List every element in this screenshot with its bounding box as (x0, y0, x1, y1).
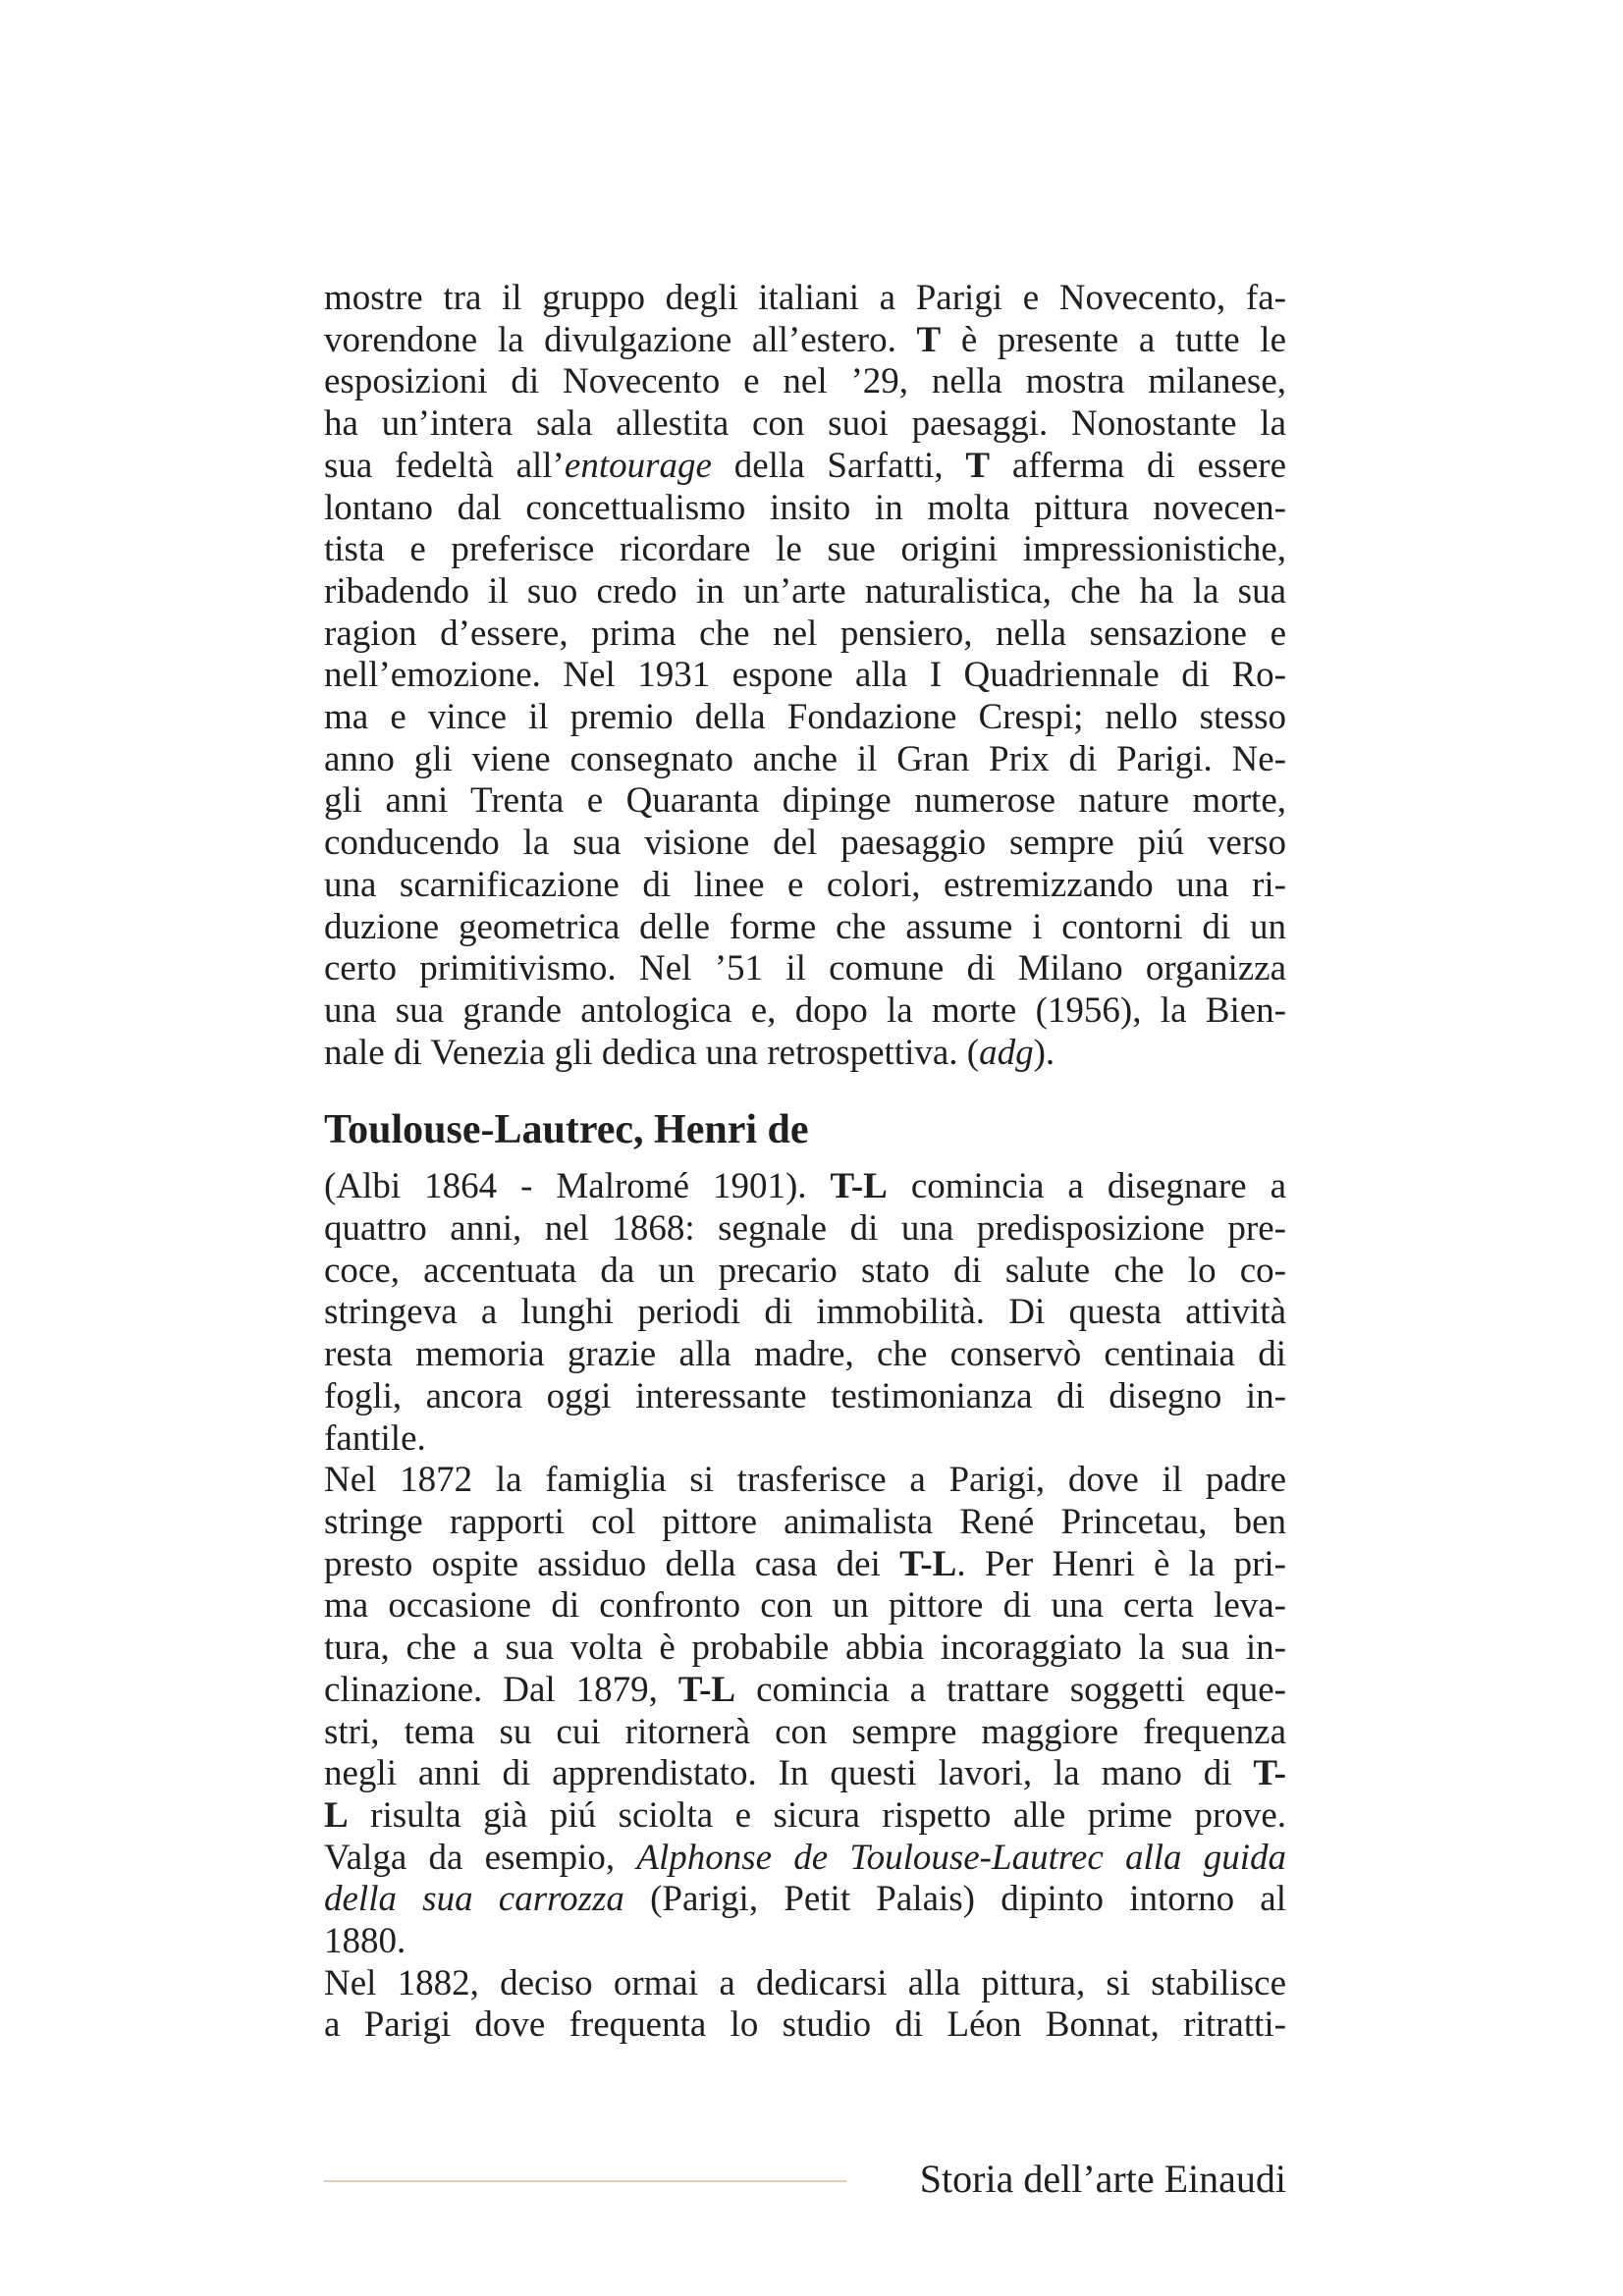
text-line: stri, tema su cui ritornerà con sempre maggiore frequenza (324, 1711, 1286, 1752)
text-line: L risulta già piú sciolta e sicura rispetto alle prime prove. (324, 1794, 1286, 1836)
text-line: resta memoria grazie alla madre, che conservò centinaia di (324, 1334, 1286, 1375)
text-line: duzione geometrica delle forme che assume i contorni di un (324, 906, 1286, 947)
text-line: fogli, ancora oggi interessante testimonianza di disegno in- (324, 1375, 1286, 1416)
text-line: nale di Venezia gli dedica una retrospettiva. (adg). (324, 1032, 1055, 1073)
entry-heading: Toulouse-Lautrec, Henri de (324, 1107, 809, 1153)
text-line: certo primitivismo. Nel ’51 il comune di Milano organizza (324, 948, 1286, 989)
text-line: clinazione. Dal 1879, T-L comincia a trattare soggetti eque- (324, 1669, 1287, 1710)
text-line: una sua grande antologica e, dopo la morte (1956), la Bien- (324, 989, 1286, 1031)
section-gap (324, 1074, 1286, 1106)
text-line: ma e vince il premio della Fondazione Crespi; nello stesso (324, 697, 1286, 738)
text-line: presto ospite assiduo della casa dei T-L. Per Henri è la pri- (324, 1543, 1286, 1584)
text-line: coce, accentuata da un precario stato di salute che lo co- (324, 1250, 1286, 1291)
text-line: stringe rapporti col pittore animalista René Princetau, ben (324, 1501, 1286, 1542)
text-line: ragion d’essere, prima che nel pensiero, nella sensazione e (324, 613, 1286, 654)
text-line: anno gli viene consegnato anche il Gran Prix di Parigi. Ne- (324, 738, 1286, 779)
text-line: Nel 1882, deciso ormai a dedicarsi alla pittura, si stabilisce (324, 1962, 1286, 2003)
text-line: a Parigi dove frequenta lo studio di Léon Bonnat, ritratti- (324, 2004, 1286, 2046)
footer-rule (324, 2180, 846, 2182)
text-line: Nel 1872 la famiglia si trasferisce a Parigi, dove il padre (324, 1460, 1286, 1501)
text-line: Valga da esempio, Alphonse de Toulouse-Lautrec alla guida (324, 1837, 1286, 1878)
text-line: della sua carrozza (Parigi, Petit Palais) dipinto intorno al (324, 1879, 1286, 1920)
text-line: quattro anni, nel 1868: segnale di una predisposizione pre- (324, 1208, 1286, 1250)
text-line: (Albi 1864 - Malromé 1901). T-L comincia a disegnare a (324, 1166, 1286, 1207)
footer-title: Storia dell’arte Einaudi (919, 2157, 1286, 2201)
paragraph-3 (324, 1963, 1286, 2047)
intro-paragraph (324, 278, 1286, 1074)
text-line: vorendone la divulgazione all’estero. T è presente a tutte le (324, 319, 1287, 360)
text-line: 1880. (324, 1921, 406, 1962)
text-line: tista e preferisce ricordare le sue origini impressionistiche, (324, 529, 1286, 570)
text-line: lontano dal concettualismo insito in molta pittura novecen- (324, 487, 1286, 528)
text-line: tura, che a sua volta è probabile abbia incoraggiato la sua in- (324, 1628, 1286, 1669)
text-line: mostre tra il gruppo degli italiani a Parigi e Novecento, fa- (324, 278, 1286, 318)
text-column (324, 278, 1286, 2047)
text-line: ma occasione di confronto con un pittore di una certa leva- (324, 1585, 1286, 1627)
text-line: nell’emozione. Nel 1931 espone alla I Quadriennale di Ro- (324, 655, 1286, 696)
text-line: una scarnificazione di linee e colori, estremizzando una ri- (324, 864, 1286, 905)
text-line: conducendo la sua visione del paesaggio sempre piú verso (324, 823, 1286, 864)
paragraph-2 (324, 1460, 1286, 1962)
text-line: gli anni Trenta e Quaranta dipinge numerose nature morte, (324, 780, 1286, 822)
text-line: stringeva a lunghi periodi di immobilità. Di questa attività (324, 1292, 1286, 1333)
text-line: sua fedeltà all’entourage della Sarfatti, T afferma di essere (324, 445, 1286, 486)
text-line: ribadendo il suo credo in un’arte naturalistica, che ha la sua (324, 570, 1286, 612)
text-line: ha un’intera sala allestita con suoi paesaggi. Nonostante la (324, 403, 1286, 445)
paragraph-1 (324, 1166, 1286, 1460)
text-line: esposizioni di Novecento e nel ’29, nella mostra milanese, (324, 361, 1286, 402)
text-line: negli anni di apprendistato. In questi lavori, la mano di T- (324, 1753, 1286, 1794)
text-line: fantile. (324, 1417, 426, 1459)
